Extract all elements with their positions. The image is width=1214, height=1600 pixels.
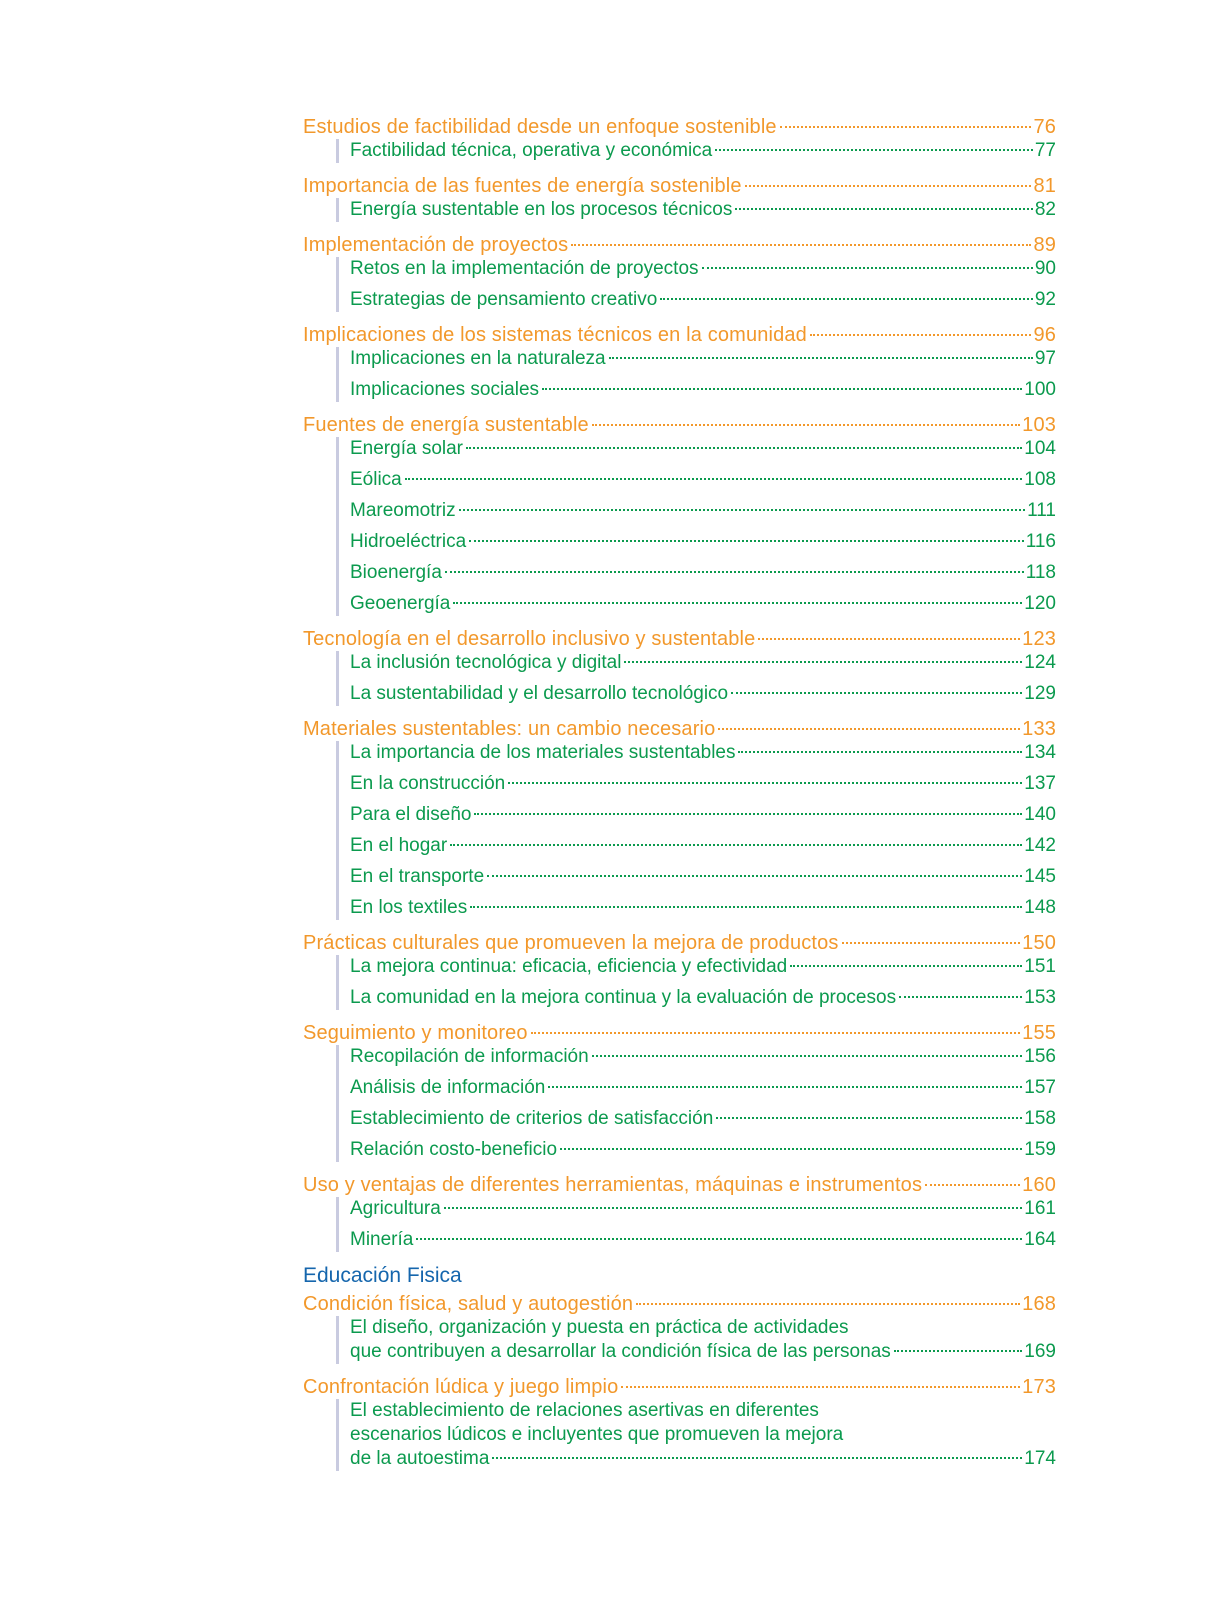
- toc-entry-title: Tecnología en el desarrollo inclusivo y sustentable: [303, 628, 756, 650]
- toc-entry-row: [350, 1045, 1056, 1069]
- toc-entry-sub[interactable]: [350, 1316, 1056, 1364]
- toc-entry-sub[interactable]: [350, 803, 1056, 827]
- toc-entry-sub[interactable]: [350, 1076, 1056, 1100]
- page-number: 129: [1024, 683, 1056, 704]
- page-number: 133: [1022, 718, 1056, 740]
- toc-entry-row: [350, 437, 1056, 461]
- toc-section: [303, 1021, 1056, 1162]
- toc-entry-sub[interactable]: [350, 772, 1056, 796]
- toc-entry-title: En el hogar: [350, 835, 448, 856]
- toc-entry-sub[interactable]: [350, 1399, 1056, 1471]
- page-number: 76: [1033, 116, 1056, 138]
- dot-leader: [405, 478, 1023, 480]
- toc-entry-row: [350, 1076, 1056, 1100]
- toc-subentries: [336, 955, 1056, 1010]
- toc-entry-sub[interactable]: [350, 378, 1056, 402]
- toc-entry-row: [350, 1138, 1056, 1162]
- toc-entry-main[interactable]: [303, 413, 1056, 437]
- dot-leader: [470, 906, 1022, 908]
- dot-leader: [466, 447, 1022, 449]
- toc-entry-sub[interactable]: [350, 682, 1056, 706]
- dot-leader: [492, 1457, 1022, 1459]
- dot-leader: [459, 509, 1026, 511]
- dot-leader: [444, 1207, 1022, 1209]
- toc-entry-row: [350, 986, 1056, 1010]
- dot-leader: [925, 1184, 1020, 1186]
- table-of-contents: [303, 115, 1056, 1482]
- toc-subentries: [336, 257, 1056, 312]
- toc-entry-title-line: escenarios lúdicos e incluyentes que promueven la mejora: [350, 1424, 844, 1445]
- toc-entry-title: Importancia de las fuentes de energía sostenible: [303, 175, 742, 197]
- toc-entry-title: Estudios de factibilidad desde un enfoque sostenible: [303, 116, 777, 138]
- toc-entry-sub[interactable]: [350, 592, 1056, 616]
- toc-section: [303, 627, 1056, 706]
- dot-leader: [702, 267, 1033, 269]
- toc-entry-main[interactable]: [303, 323, 1056, 347]
- dot-leader: [453, 602, 1022, 604]
- toc-entry-row: [350, 865, 1056, 889]
- toc-section: [303, 233, 1056, 312]
- toc-entry-row: [350, 257, 1056, 281]
- toc-section: [303, 1292, 1056, 1364]
- toc-entry-sub[interactable]: [350, 468, 1056, 492]
- toc-entry-row: [350, 1197, 1056, 1221]
- toc-entry-main[interactable]: [303, 174, 1056, 198]
- dot-leader: [715, 149, 1033, 151]
- toc-entry-sub[interactable]: [350, 1107, 1056, 1131]
- toc-subentries: [336, 198, 1056, 222]
- toc-section: [303, 174, 1056, 222]
- page-number: 104: [1024, 438, 1056, 459]
- dot-leader: [469, 540, 1024, 542]
- toc-entry-sub[interactable]: [350, 865, 1056, 889]
- toc-subentries: [336, 1197, 1056, 1252]
- toc-section: [303, 115, 1056, 163]
- page-number: 77: [1034, 140, 1056, 161]
- dot-leader: [790, 965, 1022, 967]
- page-number: 148: [1024, 897, 1056, 918]
- toc-entry-title-line: El diseño, organización y puesta en práctica de actividades: [350, 1317, 849, 1338]
- toc-entry-title: Retos en la implementación de proyectos: [350, 258, 699, 279]
- dot-leader: [899, 996, 1022, 998]
- page-number: 155: [1022, 1022, 1056, 1044]
- toc-entry-title: Relación costo-beneficio: [350, 1139, 558, 1160]
- toc-entry-title: Confrontación lúdica y juego limpio: [303, 1376, 619, 1398]
- toc-entry-title: que contribuyen a desarrollar la condición física de las personas: [350, 1341, 891, 1362]
- page-number: 97: [1034, 348, 1056, 369]
- toc-entry-title: Energía solar: [350, 438, 464, 459]
- dot-leader: [842, 942, 1021, 944]
- toc-entry-sub[interactable]: [350, 499, 1056, 523]
- toc-entry-title: Bioenergía: [350, 562, 442, 583]
- dot-leader: [745, 185, 1032, 187]
- toc-entry-sub[interactable]: [350, 1045, 1056, 1069]
- toc-entry-row: [350, 592, 1056, 616]
- dot-leader: [560, 1148, 1022, 1150]
- dot-leader: [592, 424, 1020, 426]
- dot-leader: [531, 1032, 1020, 1034]
- dot-leader: [716, 1117, 1022, 1119]
- toc-entry-title: Condición física, salud y autogestión: [303, 1293, 634, 1315]
- toc-entry-row: [350, 347, 1056, 371]
- toc-entry-title: Materiales sustentables: un cambio necesario: [303, 718, 716, 740]
- toc-entry-sub[interactable]: [350, 1228, 1056, 1252]
- dot-leader: [592, 1055, 1023, 1057]
- page-number: 145: [1024, 866, 1056, 887]
- page-number: 157: [1024, 1077, 1056, 1098]
- toc-subentries: [336, 437, 1056, 616]
- toc-entry-row: [350, 499, 1056, 523]
- toc-entry-row: [350, 288, 1056, 312]
- toc-section: [303, 717, 1056, 920]
- page-number: 134: [1024, 742, 1056, 763]
- page-number: 103: [1022, 414, 1056, 436]
- page-number: 153: [1024, 987, 1056, 1008]
- toc-entry-row: [350, 530, 1056, 554]
- page-number: 118: [1025, 562, 1056, 583]
- page-number: 137: [1024, 773, 1056, 794]
- page-number: 90: [1034, 258, 1056, 279]
- toc-entry-sub[interactable]: [350, 955, 1056, 979]
- dot-leader: [445, 571, 1024, 573]
- toc-entry-title: La sustentabilidad y el desarrollo tecnológico: [350, 683, 729, 704]
- toc-entry-title: Seguimiento y monitoreo: [303, 1022, 528, 1044]
- page-number: 120: [1024, 593, 1056, 614]
- toc-entry-title: Para el diseño: [350, 804, 472, 825]
- toc-entry-title: Agricultura: [350, 1198, 441, 1219]
- toc-entry-sub[interactable]: [350, 986, 1056, 1010]
- page-number: 100: [1024, 379, 1056, 400]
- dot-leader: [542, 388, 1022, 390]
- page-number: 140: [1024, 804, 1056, 825]
- toc-entry-row: [350, 1447, 1056, 1471]
- page-number: 116: [1025, 531, 1056, 552]
- toc-entry-main[interactable]: [303, 717, 1056, 741]
- toc-entry-row: [350, 1107, 1056, 1131]
- dot-leader: [894, 1350, 1023, 1352]
- dot-leader: [738, 751, 1022, 753]
- dot-leader: [487, 875, 1022, 877]
- toc-subentries: [336, 1045, 1056, 1162]
- dot-leader: [731, 692, 1022, 694]
- dot-leader: [416, 1238, 1022, 1240]
- toc-entry-title: Geoenergía: [350, 593, 451, 614]
- toc-entry-title: Uso y ventajas de diferentes herramientas, máquinas e instrumentos: [303, 1174, 923, 1196]
- toc-entry-title-line: El establecimiento de relaciones asertivas en diferentes: [350, 1400, 819, 1421]
- toc-entry-title: Eólica: [350, 469, 402, 490]
- toc-section: [303, 1375, 1056, 1471]
- toc-entry-title: de la autoestima: [350, 1448, 490, 1469]
- toc-entry-sub[interactable]: [350, 1138, 1056, 1162]
- toc-entry-row: [350, 651, 1056, 675]
- dot-leader: [609, 357, 1033, 359]
- toc-entry-row: [350, 468, 1056, 492]
- dot-leader: [810, 334, 1032, 336]
- toc-subentries: [336, 741, 1056, 920]
- page-number: 151: [1024, 956, 1056, 977]
- toc-entry-row: [350, 803, 1056, 827]
- toc-entry-row: [350, 741, 1056, 765]
- toc-entry-sub[interactable]: [350, 1197, 1056, 1221]
- page-number: 142: [1024, 835, 1056, 856]
- page-number: 156: [1024, 1046, 1056, 1067]
- dot-leader: [474, 813, 1022, 815]
- toc-entry-title: Hidroeléctrica: [350, 531, 467, 552]
- toc-entry-title: Establecimiento de criterios de satisfacción: [350, 1108, 714, 1129]
- toc-subentries: [336, 139, 1056, 163]
- toc-section: [303, 931, 1056, 1010]
- dot-leader: [780, 126, 1032, 128]
- toc-entry-sub[interactable]: [350, 437, 1056, 461]
- toc-entry-title: Implementación de proyectos: [303, 234, 569, 256]
- toc-entry-main[interactable]: [303, 115, 1056, 139]
- toc-entry-title: Factibilidad técnica, operativa y económica: [350, 140, 713, 161]
- page-number: 124: [1024, 652, 1056, 673]
- toc-entry-title: En la construcción: [350, 773, 506, 794]
- toc-entry-main[interactable]: [303, 1173, 1056, 1197]
- toc-subentries: [336, 347, 1056, 402]
- toc-entry-title: Minería: [350, 1229, 414, 1250]
- toc-entry-row: [350, 139, 1056, 163]
- toc-entry-sub[interactable]: [350, 834, 1056, 858]
- page-number: 158: [1024, 1108, 1056, 1129]
- toc-entry-title: Mareomotriz: [350, 500, 456, 521]
- toc-entry-sub[interactable]: [350, 896, 1056, 920]
- subject-heading: Educación Fisica: [303, 1264, 462, 1287]
- page-number: 96: [1033, 324, 1056, 346]
- toc-section: [303, 413, 1056, 616]
- page-number: 150: [1022, 932, 1056, 954]
- toc-entry-main[interactable]: [303, 627, 1056, 651]
- page-number: 174: [1024, 1448, 1056, 1469]
- page-number: 160: [1022, 1174, 1056, 1196]
- toc-entry-title: Implicaciones sociales: [350, 379, 540, 400]
- toc-entry-title: Recopilación de información: [350, 1046, 589, 1067]
- toc-entry-sub[interactable]: [350, 288, 1056, 312]
- toc-entry-title: Análisis de información: [350, 1077, 546, 1098]
- toc-entry-sub[interactable]: [350, 198, 1056, 222]
- page-number: 123: [1022, 628, 1056, 650]
- toc-entry-title: Prácticas culturales que promueven la mejora de productos: [303, 932, 839, 954]
- toc-entry-main[interactable]: [303, 1375, 1056, 1399]
- toc-entry-row: [350, 1340, 1056, 1364]
- toc-entry-row: [350, 561, 1056, 585]
- toc-entry-title: La inclusión tecnológica y digital: [350, 652, 622, 673]
- page-number: 161: [1024, 1198, 1056, 1219]
- dot-leader: [660, 298, 1033, 300]
- page-number: 169: [1024, 1341, 1056, 1362]
- page-number: 159: [1024, 1139, 1056, 1160]
- toc-entry-sub[interactable]: [350, 347, 1056, 371]
- dot-leader: [718, 728, 1020, 730]
- toc-entry-main[interactable]: [303, 233, 1056, 257]
- toc-entry-main[interactable]: [303, 931, 1056, 955]
- toc-subentries: [336, 1316, 1056, 1364]
- toc-entry-sub[interactable]: [350, 257, 1056, 281]
- toc-entry-title: En el transporte: [350, 866, 485, 887]
- dot-leader: [735, 208, 1033, 210]
- toc-entry-row: [350, 896, 1056, 920]
- dot-leader: [571, 244, 1031, 246]
- toc-entry-title: La importancia de los materiales sustentables: [350, 742, 736, 763]
- toc-entry-sub[interactable]: [350, 651, 1056, 675]
- dot-leader: [758, 638, 1020, 640]
- page-number: 111: [1027, 500, 1056, 521]
- dot-leader: [508, 782, 1022, 784]
- dot-leader: [548, 1086, 1022, 1088]
- page-number: 89: [1033, 234, 1056, 256]
- toc-entry-row: [350, 955, 1056, 979]
- page-number: 164: [1024, 1229, 1056, 1250]
- toc-entry-title: La mejora continua: eficacia, eficiencia y efectividad: [350, 956, 788, 977]
- toc-entry-row: [350, 772, 1056, 796]
- page-number: 81: [1033, 175, 1056, 197]
- page-number: 92: [1034, 289, 1056, 310]
- toc-entry-row: [350, 682, 1056, 706]
- toc-section: [303, 1173, 1056, 1252]
- toc-entry-main[interactable]: [303, 1021, 1056, 1045]
- toc-entry-row: [350, 378, 1056, 402]
- toc-entry-sub[interactable]: [350, 561, 1056, 585]
- toc-entry-row: [350, 834, 1056, 858]
- toc-subentries: [336, 651, 1056, 706]
- toc-entry-title: Implicaciones en la naturaleza: [350, 348, 606, 369]
- toc-entry-main[interactable]: [303, 1292, 1056, 1316]
- toc-entry-title: En los textiles: [350, 897, 468, 918]
- toc-entry-title: Fuentes de energía sustentable: [303, 414, 589, 436]
- dot-leader: [450, 844, 1022, 846]
- dot-leader: [624, 661, 1022, 663]
- dot-leader: [621, 1386, 1020, 1388]
- toc-entry-row: [350, 198, 1056, 222]
- toc-subentries: [336, 1399, 1056, 1471]
- toc-entry-sub[interactable]: [350, 741, 1056, 765]
- toc-entry-sub[interactable]: [350, 530, 1056, 554]
- toc-entry-title: Estrategias de pensamiento creativo: [350, 289, 658, 310]
- toc-entry-title: Implicaciones de los sistemas técnicos en la comunidad: [303, 324, 807, 346]
- toc-entry-title: La comunidad en la mejora continua y la evaluación de procesos: [350, 987, 897, 1008]
- dot-leader: [636, 1303, 1020, 1305]
- page-number: 82: [1034, 199, 1056, 220]
- toc-section: [303, 323, 1056, 402]
- toc-entry-row: [350, 1228, 1056, 1252]
- toc-entry-title: Energía sustentable en los procesos técnicos: [350, 199, 733, 220]
- toc-entry-sub[interactable]: [350, 139, 1056, 163]
- page-number: 173: [1022, 1376, 1056, 1398]
- page-number: 108: [1024, 469, 1056, 490]
- page-number: 168: [1022, 1293, 1056, 1315]
